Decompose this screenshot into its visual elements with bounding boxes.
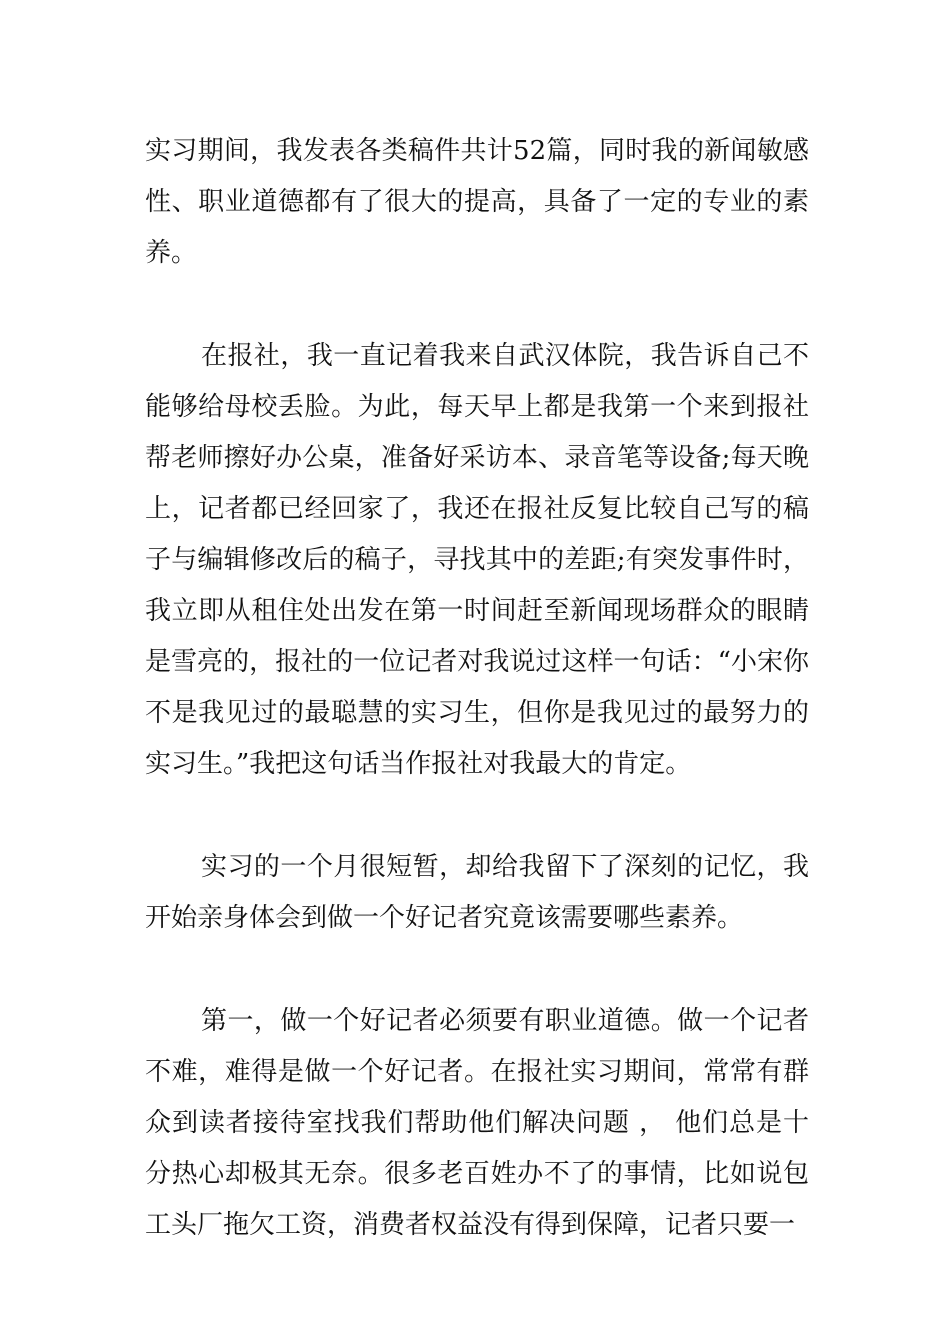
paragraph-3: 实习的一个月很短暂，却给我留下了深刻的记忆，我开始亲身体会到做一个好记者究竟该需要哪些素养。: [145, 852, 809, 933]
paragraph-4: 第一，做一个好记者必须要有职业道德。做一个记者不难，难得是做一个好记者。在报社实习期间，常常有群众到读者接待室找我们帮助他们解决问题 ， 他们总是十分热心却极其无奈。很多老百姓办不了的事情，比如说包工头厂拖欠工资，消费者权益没有得到保障，记者只要一: [145, 1006, 809, 1240]
paragraph-1: 实习期间，我发表各类稿件共计52篇，同时我的新闻敏感性、职业道德都有了很大的提高，具备了一定的专业的素养。: [145, 136, 809, 268]
paragraph-2: 在报社，我一直记着我来自武汉体院，我告诉自己不能够给母校丢脸。为此，每天早上都是我第一个来到报社帮老师擦好办公桌，准备好采访本、录音笔等设备;每天晚上，记者都已经回家了，我还在报社反复比较自己写的稿子与编辑修改后的稿子，寻找其中的差距;有突发事件时，我立即从租住处出发在第一时间赶至新闻现场群众的眼睛是雪亮的，报社的一位记者对我说过这样一句话：“小宋你不是我见过的最聪慧的实习生，但你是我见过的最努力的实习生。”我把这句话当作报社对我最大的肯定。: [145, 341, 809, 779]
body-text: [145, 126, 809, 1251]
